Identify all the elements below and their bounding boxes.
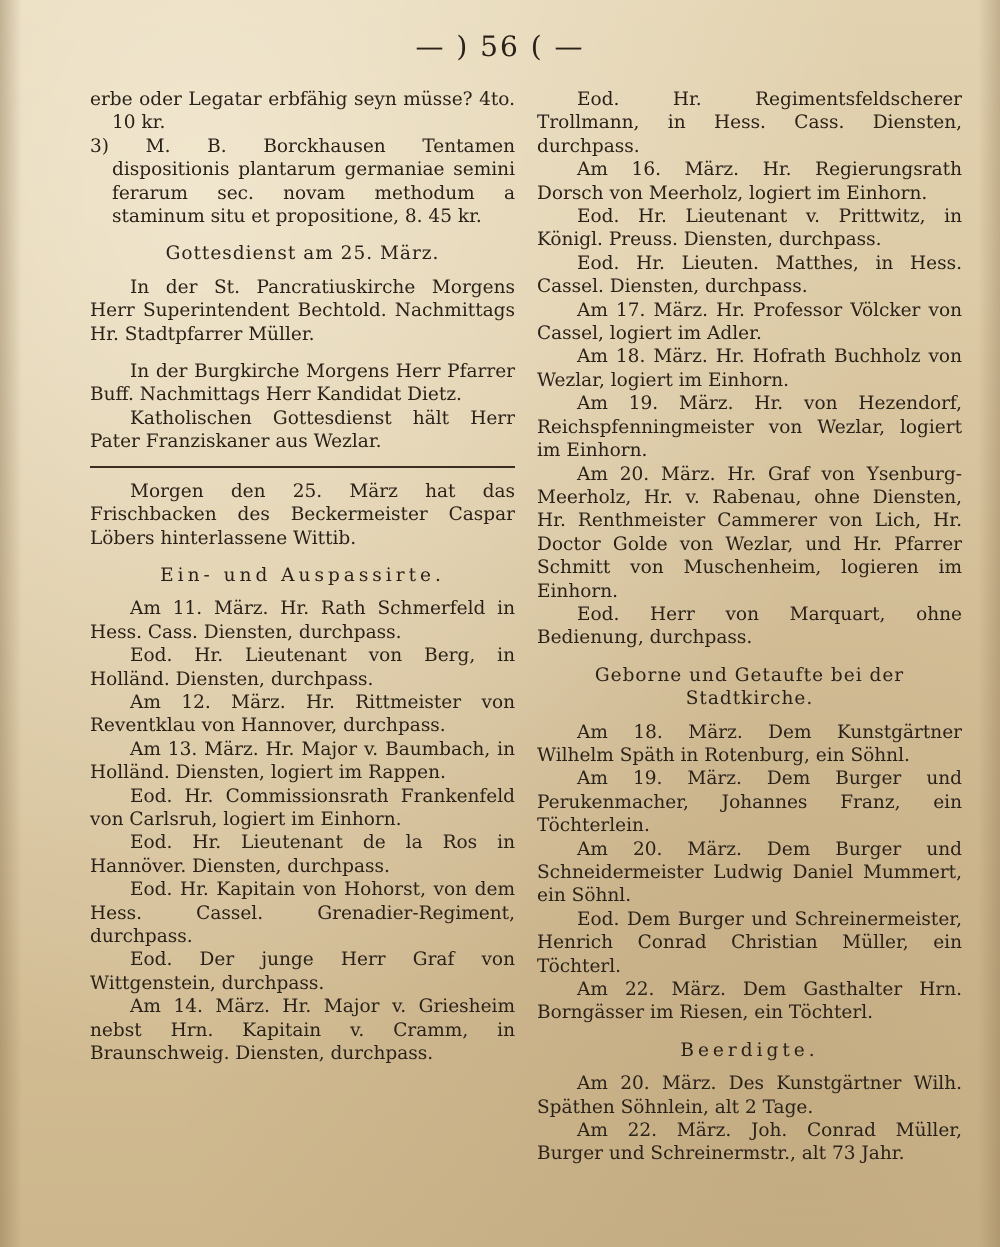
traveler-entry: Am 19. März. Hr. von Hezendorf, Reichspfenningmeister von Wezlar, logiert im Einhorn. xyxy=(537,393,962,462)
burial-entry: Am 22. März. Joh. Conrad Müller, Burger und Schreinermstr., alt 73 Jahr. xyxy=(537,1120,962,1165)
traveler-entry: Am 18. März. Hr. Hofrath Buchholz von Wezlar, logiert im Einhorn. xyxy=(537,346,962,391)
traveler-entry: Eod. Hr. Lieuten. Matthes, in Hess. Cassel. Diensten, durchpass. xyxy=(537,252,962,298)
section-heading-burials: Beerdigte. xyxy=(680,1039,819,1061)
baking-notice: Morgen den 25. März hat das Frischbacken des Beckermeister Caspar Löbers hinterlassene Wittib. xyxy=(90,480,515,549)
traveler-entry: Am 13. März. Hr. Major v. Baumbach, in Holländ. Diensten, logiert im Rappen. xyxy=(90,738,515,784)
traveler-entry: Am 12. März. Hr. Rittmeister von Reventklau von Hannover, durchpass. xyxy=(90,691,515,737)
traveler-entry: Eod. Hr. Lieutenant von Berg, in Holländ. Diensten, durchpass. xyxy=(90,645,515,690)
left-column xyxy=(90,88,515,1065)
birth-entry: Am 20. März. Dem Burger und Schneidermeister Ludwig Daniel Mummert, ein Söhnl. xyxy=(537,838,962,907)
birth-entry: Am 22. März. Dem Gasthalter Hrn. Borngässer im Riesen, ein Töchterl. xyxy=(537,979,962,1024)
traveler-entry: Am 14. März. Hr. Major v. Griesheim nebst Hrn. Kapitain v. Cramm, in Braunschweig. Diensten, durchpass. xyxy=(90,996,515,1065)
section-divider xyxy=(90,466,515,468)
traveler-entry: Eod. Hr. Commissionsrath Frankenfeld von Carlsruh, logiert im Einhorn. xyxy=(90,785,515,830)
traveler-entry: Eod. Hr. Lieutenant de la Ros in Hannöver. Diensten, durchpass. xyxy=(90,832,515,877)
worship-catholic: Katholischen Gottesdienst hält Herr Pater Franziskaner aus Wezlar. xyxy=(90,407,515,453)
page-edge-shadow-right xyxy=(978,0,1000,1247)
traveler-entry: Eod. Der junge Herr Graf von Wittgenstein, durchpass. xyxy=(90,949,515,994)
traveler-entry: Eod. Herr von Marquart, ohne Bedienung, durchpass. xyxy=(537,603,962,649)
worship-burgkirche: In der Burgkirche Morgens Herr Pfarrer Buff. Nachmittags Herr Kandidat Dietz. xyxy=(90,361,515,406)
page-number: — ) 56 ( — xyxy=(415,30,585,63)
section-heading-worship: Gottesdienst am 25. März. xyxy=(165,243,440,265)
traveler-entry: Eod. Hr. Lieutenant v. Prittwitz, in Königl. Preuss. Diensten, durchpass. xyxy=(537,206,962,251)
section-heading-births: Geborne und Getaufte bei der Stadtkirche. xyxy=(594,664,905,710)
birth-entry: Am 18. März. Dem Kunstgärtner Wilhelm Späth in Rotenburg, ein Söhnl. xyxy=(537,721,962,766)
traveler-entry: Am 20. März. Hr. Graf von Ysenburg-Meerholz, Hr. v. Rabenau, ohne Diensten, Hr. Renthmeister Cammerer von Lich, Hr. Doctor Golde von Wezlar, und Hr. Pfarrer Schmitt von Muschenheim, logieren im Einhorn. xyxy=(537,463,962,602)
traveler-entry: Eod. Hr. Kapitain von Hohorst, von dem Hess. Cassel. Grenadier-Regiment, durchpass. xyxy=(90,879,515,947)
birth-entry: Am 19. März. Dem Burger und Perukenmacher, Johannes Franz, ein Töchterlein. xyxy=(537,768,962,837)
book-listing-1: erbe oder Legatar erbfähig seyn müsse? 4to. 10 kr. xyxy=(90,89,515,134)
section-heading-travelers: Ein- und Auspassirte. xyxy=(160,564,445,586)
right-column xyxy=(537,88,962,1166)
burial-entry: Am 20. März. Des Kunstgärtner Wilh. Späthen Söhnlein, alt 2 Tage. xyxy=(537,1073,962,1118)
traveler-entry: Am 16. März. Hr. Regierungsrath Dorsch von Meerholz, logiert im Einhorn. xyxy=(537,159,962,204)
page-edge-shadow-left xyxy=(0,0,22,1247)
traveler-entry: Am 11. März. Hr. Rath Schmerfeld in Hess. Cass. Diensten, durchpass. xyxy=(90,598,515,643)
traveler-entry: Eod. Hr. Regimentsfeldscherer Trollmann, in Hess. Cass. Diensten, durchpass. xyxy=(537,89,962,157)
worship-pancratius: In der St. Pancratiuskirche Morgens Herr Superintendent Bechtold. Nachmittags Hr. Stadtpfarrer Müller. xyxy=(90,276,515,345)
traveler-entry: Am 17. März. Hr. Professor Völcker von Cassel, logiert im Adler. xyxy=(537,299,962,345)
birth-entry: Eod. Dem Burger und Schreinermeister, Henrich Conrad Christian Müller, ein Töchterl. xyxy=(537,908,962,977)
book-listing-2: 3) M. B. Borckhausen Tentamen dispositionis plantarum germaniae semini ferarum sec. novam methodum a staminum situ et propositione, 8. 45 kr. xyxy=(90,135,515,228)
